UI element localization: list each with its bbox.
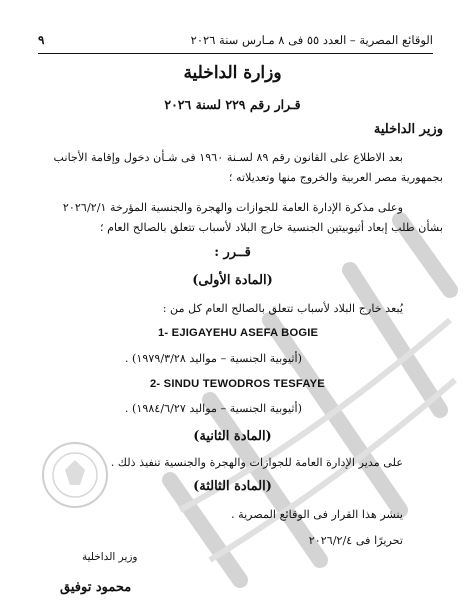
article-3-text: ينشر هذا القرار فى الوقائع المصرية .	[230, 508, 403, 521]
issued-date: تحريرًا فى ٢٠٢٦/٢/٤	[308, 534, 403, 547]
decree-title: قـرار رقم ٢٢٩ لسنة ٢٠٢٦	[164, 97, 301, 112]
preamble-line-2: بجمهورية مصر العربية والخروج منها وتعديلاته ؛	[228, 171, 443, 184]
signature-name: محمود توفيق	[60, 580, 132, 595]
page-number: ٩	[38, 33, 45, 47]
person-1-name: 1- EJIGAYEHU ASEFA BOGIE	[158, 327, 319, 339]
article-1-text: يُبعد خارج البلاد لأسباب تتعلق بالصالح العام كل من :	[162, 302, 403, 315]
gazette-issue-line: الوقائع المصرية – العدد ٥٥ فى ٨ مـارس سنة ٢٠٢٦	[190, 33, 433, 47]
article-2-heading: (المادة الثانية)	[193, 429, 272, 444]
person-2-name: 2- SINDU TEWODROS TESFAYE	[150, 378, 325, 390]
person-2-details: (أثيوبية الجنسية – مواليد ١٩٨٤/٦/٢٧) .	[124, 402, 302, 415]
article-2-text: على مدير الإدارة العامة للجوازات والهجرة والجنسية تنفيذ ذلك .	[110, 456, 403, 469]
article-3-heading: (المادة الثالثة)	[193, 479, 272, 494]
seal-stamp	[40, 440, 110, 510]
page-header	[38, 30, 433, 54]
preamble-line-1: بعد الاطلاع على القانون رقم ٨٩ لسـنة ١٩٦٠ فى شـأن دخول وإقامة الأجانب	[53, 151, 403, 164]
ministry-title: وزارة الداخلية	[183, 63, 282, 83]
preamble-line-3: وعلى مذكرة الإدارة العامة للجوازات والهجرة والجنسية المؤرخة ٢٠٢٦/٢/١	[62, 201, 403, 214]
article-1-heading: (المادة الأولى)	[192, 273, 273, 288]
preamble-line-4: بشأن طلب إبعاد أثيوبيتين الجنسية خارج البلاد لأسباب تتعلق بالصالح العام ؛	[99, 221, 443, 234]
person-1-details: (أثيوبية الجنسية – مواليد ١٩٧٩/٣/٢٨) .	[124, 352, 302, 365]
decides-heading: قــرر :	[214, 245, 251, 260]
minister-heading: وزير الداخلية	[373, 122, 443, 137]
signature-title: وزير الداخلية	[82, 551, 138, 563]
